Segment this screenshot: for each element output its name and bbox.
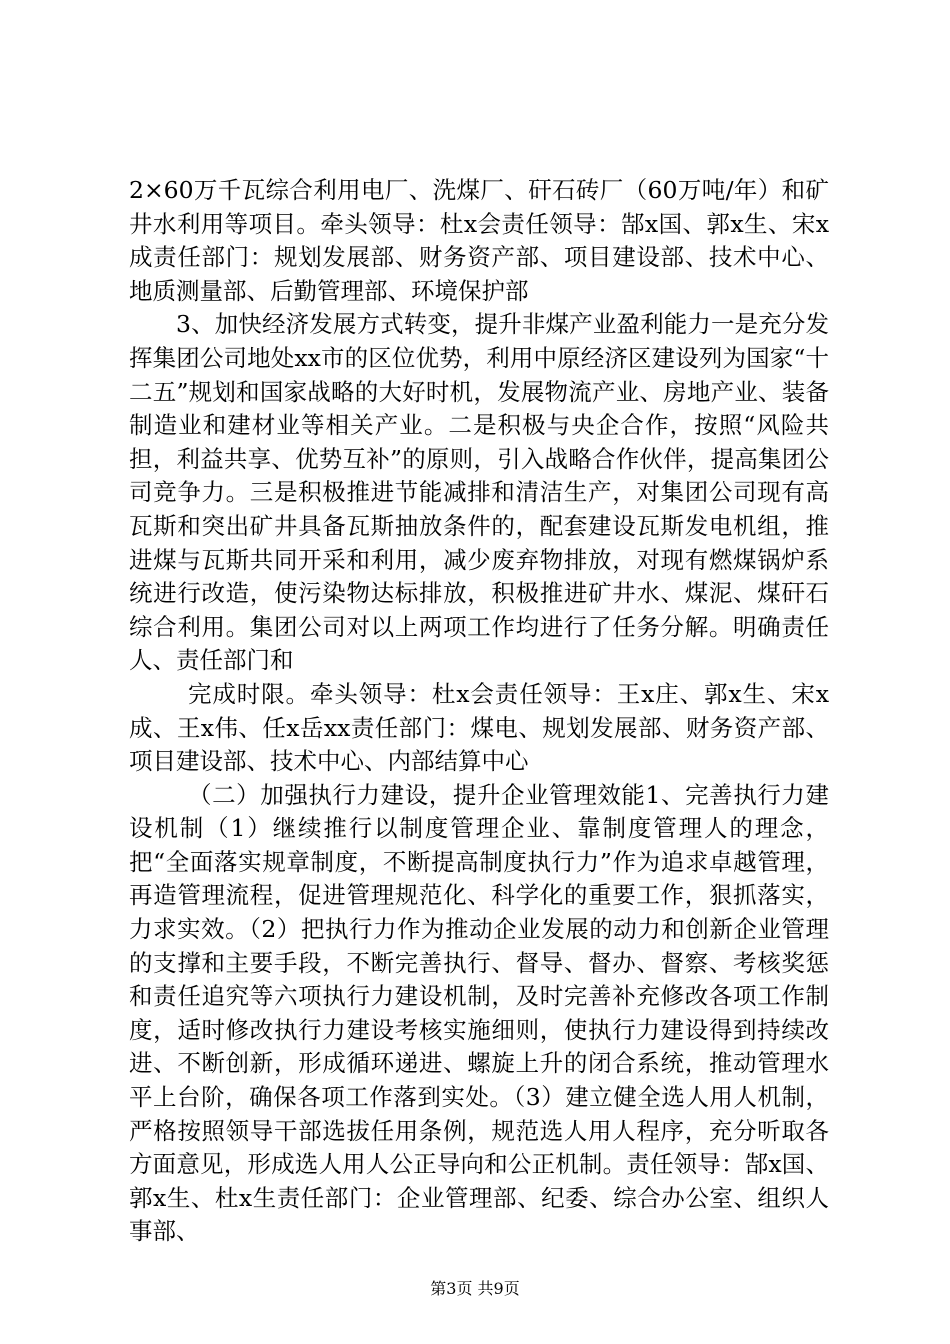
paragraph-execution-building: （二）加强执行力建设，提升企业管理效能1、完善执行力建设机制（1）继续推行以制度管理企业、靠制度管理人的理念，把“全面落实规章制度，不断提高制度执行力”作为追求卓越管理，再造管理流程，促进管理规范化、科学化的重要工作，狠抓落实，力求实效。（2）把执行力作为推动企业发展的动力和创新企业管理的支撑和主要手段，不断完善执行、督导、督办、督察、考核奖惩和责任追究等六项执行力建设机制，及时完善补充修改各项工作制度，适时修改执行力建设考核实施细则，使执行力建设得到持续改进、不断创新，形成循环递进、螺旋上升的闭合系统，推动管理水平上台阶，确保各项工作落到实处。（3）建立健全选人用人机制，严格按照领导干部选拔任用条例，规范选人用人程序，充分听取各方面意见，形成选人用人公正导向和公正机制。责任领导：郜x国、郭x生、杜x生责任部门：企业管理部、纪委、综合办公室、组织人事部、 <box>129 780 829 1246</box>
page-number-footer: 第3页 共9页 <box>430 1279 520 1298</box>
document-body <box>129 174 829 1249</box>
paragraph-completion-deadline: 完成时限。牵头领导：杜x会责任领导：王x庄、郭x生、宋x成、王x伟、任x岳xx责任部门：煤电、规划发展部、财务资产部、项目建设部、技术中心、内部结算中心 <box>129 679 829 776</box>
paragraph-economic-transformation: 3、加快经济发展方式转变，提升非煤产业盈利能力一是充分发挥集团公司地处xx市的区位优势，利用中原经济区建设列为国家“十二五”规划和国家战略的大好时机，发展物流产业、房地产业、装备制造业和建材业等相关产业。二是积极与央企合作，按照“风险共担，利益共享、优势互补”的原则，引入战略合作伙伴，提高集团公司竞争力。三是积极推进节能减排和清洁生产，对集团公司现有高瓦斯和突出矿井具备瓦斯抽放条件的，配套建设瓦斯发电机组，推进煤与瓦斯共同开采和利用，减少废弃物排放，对现有燃煤锅炉系统进行改造，使污染物达标排放，积极推进矿井水、煤泥、煤矸石综合利用。集团公司对以上两项工作均进行了任务分解。明确责任人、责任部门和 <box>129 310 829 675</box>
paragraph-projects: 2×60万千瓦综合利用电厂、洗煤厂、矸石砖厂（60万吨/年）和矿井水利用等项目。牵头领导：杜x会责任领导：郜x国、郭x生、宋x成责任部门：规划发展部、财务资产部、项目建设部、技术中心、地质测量部、后勤管理部、环境保护部 <box>129 176 829 305</box>
